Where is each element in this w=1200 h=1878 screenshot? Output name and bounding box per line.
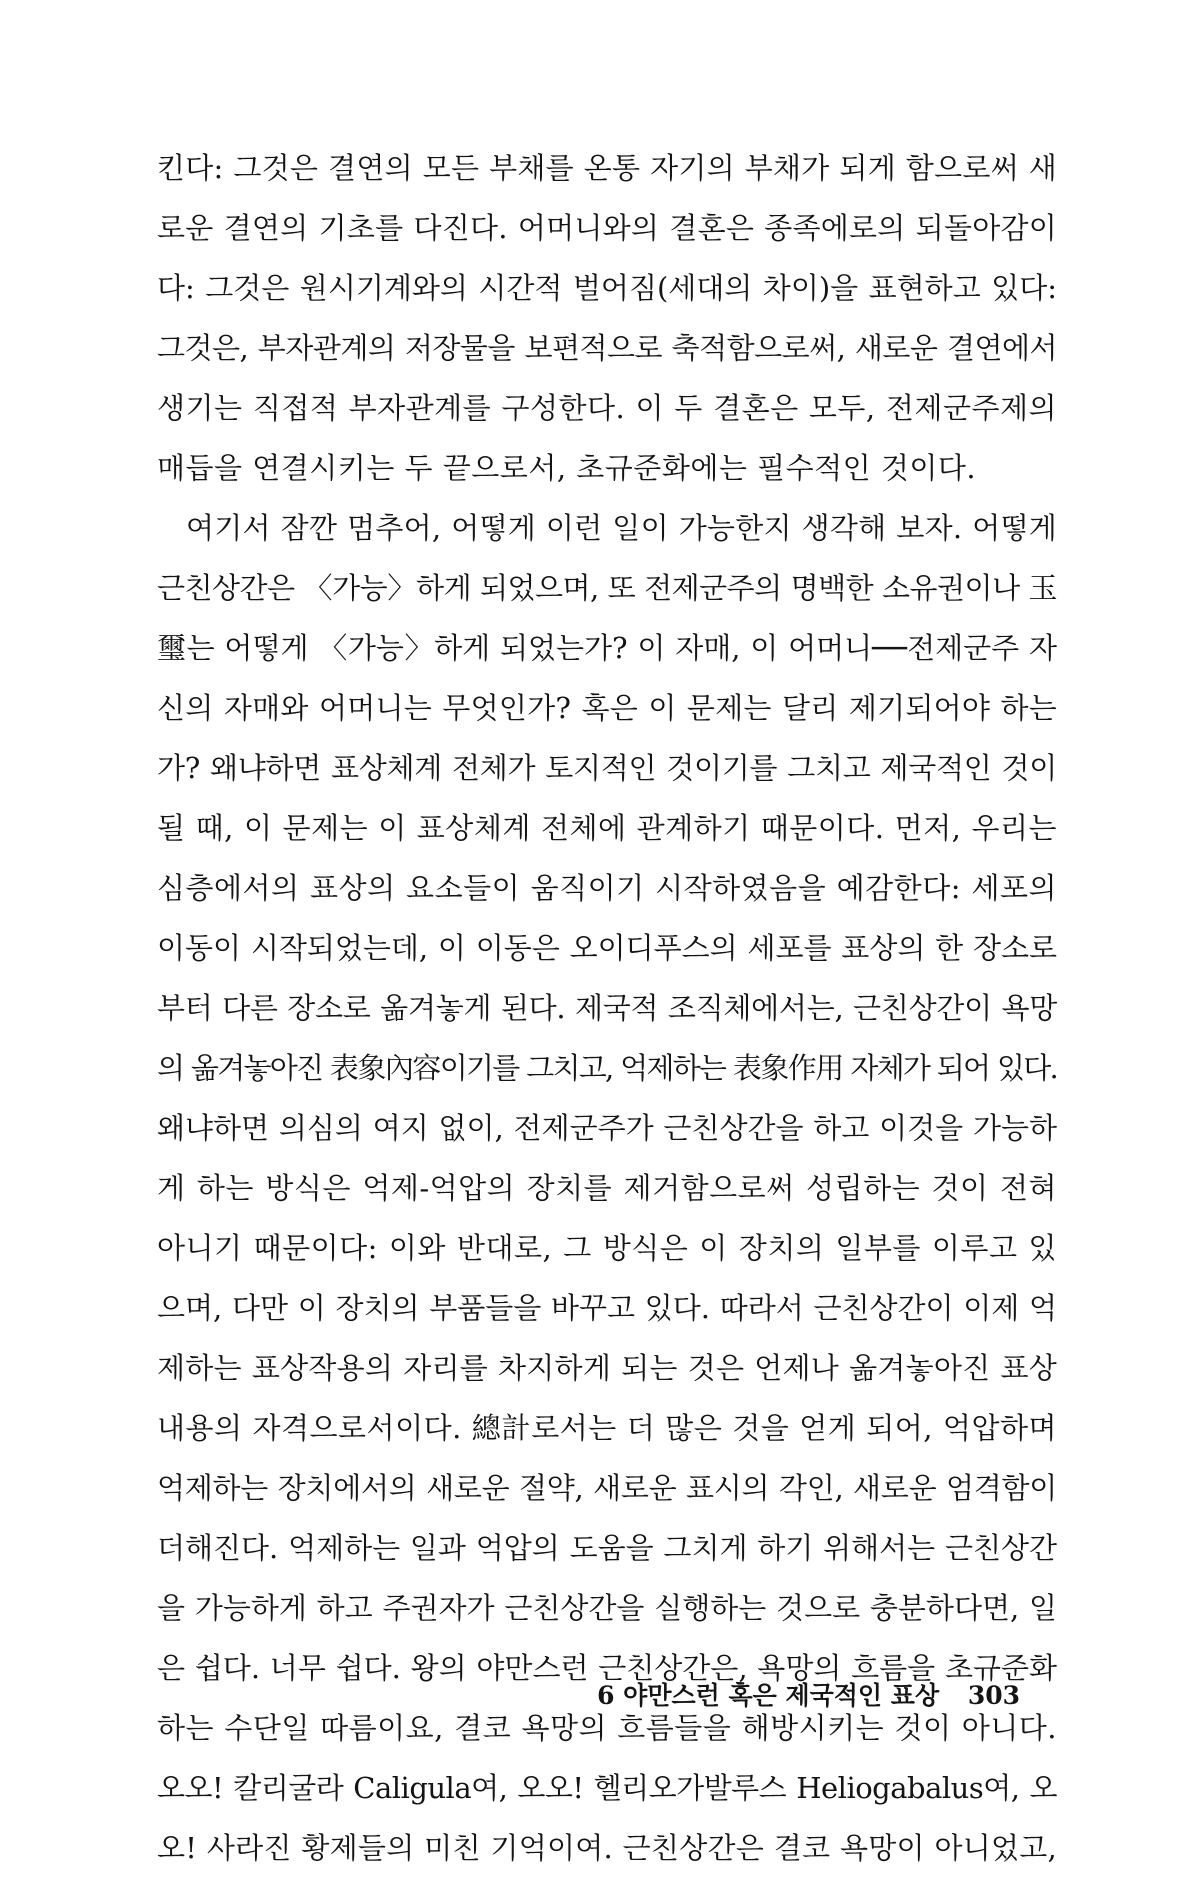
- text-line: 하는 수단일 따름이요, 결코 욕망의 흐름들을 해방시키는 것이 아니다.: [157, 1711, 1057, 1745]
- page-number: 303: [967, 1681, 1020, 1710]
- text-line: 의 옮겨놓아진 表象內容이기를 그치고, 억제하는 表象作用 자체가 되어 있다.: [157, 1051, 1057, 1085]
- text-line: 여기서 잠깐 멈추어, 어떻게 이런 일이 가능한지 생각해 보자. 어떻게: [186, 511, 1057, 545]
- text-line: 그것은, 부자관계의 저장물을 보편적으로 축적함으로써, 새로운 결연에서: [157, 331, 1057, 365]
- text-line: 매듭을 연결시키는 두 끝으로서, 초규준화에는 필수적인 것이다.: [157, 451, 977, 485]
- text-line: 아니기 때문이다: 이와 반대로, 그 방식은 이 장치의 일부를 이루고 있: [157, 1231, 1057, 1265]
- text-line: 을 가능하게 하고 주권자가 근친상간을 실행하는 것으로 충분하다면, 일: [157, 1591, 1057, 1625]
- text-line: 제하는 표상작용의 자리를 차지하게 되는 것은 언제나 옮겨놓아진 표상: [157, 1351, 1057, 1385]
- text-line: 로운 결연의 기초를 다진다. 어머니와의 결혼은 종족에로의 되돌아감이: [157, 211, 1057, 245]
- text-line: 내용의 자격으로서이다. 總計로서는 더 많은 것을 얻게 되어, 억압하며: [157, 1411, 1057, 1445]
- text-line: 억제하는 장치에서의 새로운 절약, 새로운 표시의 각인, 새로운 엄격함이: [157, 1471, 1057, 1505]
- text-line: 오오! 칼리굴라 Caligula여, 오오! 헬리오가발루스 Heliogabalus여, 오: [157, 1771, 1057, 1805]
- text-line: 은 쉽다. 너무 쉽다. 왕의 야만스런 근친상간은, 욕망의 흐름을 초규준화: [157, 1651, 1057, 1685]
- text-line: 근친상간은 〈가능〉하게 되었으며, 또 전제군주의 명백한 소유권이나 玉: [157, 571, 1057, 605]
- page-footer: [0, 1676, 1020, 1716]
- text-line: 게 하는 방식은 억제-억압의 장치를 제거함으로써 성립하는 것이 전혀: [157, 1171, 1057, 1205]
- text-line: 생기는 직접적 부자관계를 구성한다. 이 두 결혼은 모두, 전제군주제의: [157, 391, 1057, 425]
- text-line: 가? 왜냐하면 표상체계 전체가 토지적인 것이기를 그치고 제국적인 것이: [157, 751, 1057, 785]
- text-line: 으며, 다만 이 장치의 부품들을 바꾸고 있다. 따라서 근친상간이 이제 억: [157, 1291, 1057, 1325]
- running-head: 6 야만스런 혹은 제국적인 표상: [597, 1681, 940, 1710]
- text-line: 킨다: 그것은 결연의 모든 부채를 온통 자기의 부채가 되게 함으로써 새: [157, 151, 1057, 185]
- text-line: 이동이 시작되었는데, 이 이동은 오이디푸스의 세포를 표상의 한 장소로: [157, 931, 1057, 965]
- text-line: 더해진다. 억제하는 일과 억압의 도움을 그치게 하기 위해서는 근친상간: [157, 1531, 1057, 1565]
- text-line: 다: 그것은 원시기계와의 시간적 벌어짐(세대의 차이)을 표현하고 있다:: [157, 271, 1057, 305]
- body-text: [157, 138, 1057, 1878]
- text-line: 부터 다른 장소로 옮겨놓게 된다. 제국적 조직체에서는, 근친상간이 욕망: [157, 991, 1057, 1025]
- text-line: 심층에서의 표상의 요소들이 움직이기 시작하였음을 예감한다: 세포의: [157, 871, 1057, 905]
- text-line: 璽는 어떻게 〈가능〉하게 되었는가? 이 자매, 이 어머니──전제군주 자: [157, 631, 1057, 665]
- text-line: 오! 사라진 황제들의 미친 기억이여. 근친상간은 결코 욕망이 아니었고,: [157, 1831, 1057, 1865]
- text-line: 왜냐하면 의심의 여지 없이, 전제군주가 근친상간을 하고 이것을 가능하: [157, 1111, 1057, 1145]
- text-line: 신의 자매와 어머니는 무엇인가? 혹은 이 문제는 달리 제기되어야 하는: [157, 691, 1057, 725]
- text-line: 될 때, 이 문제는 이 표상체계 전체에 관계하기 때문이다. 먼저, 우리는: [157, 811, 1057, 845]
